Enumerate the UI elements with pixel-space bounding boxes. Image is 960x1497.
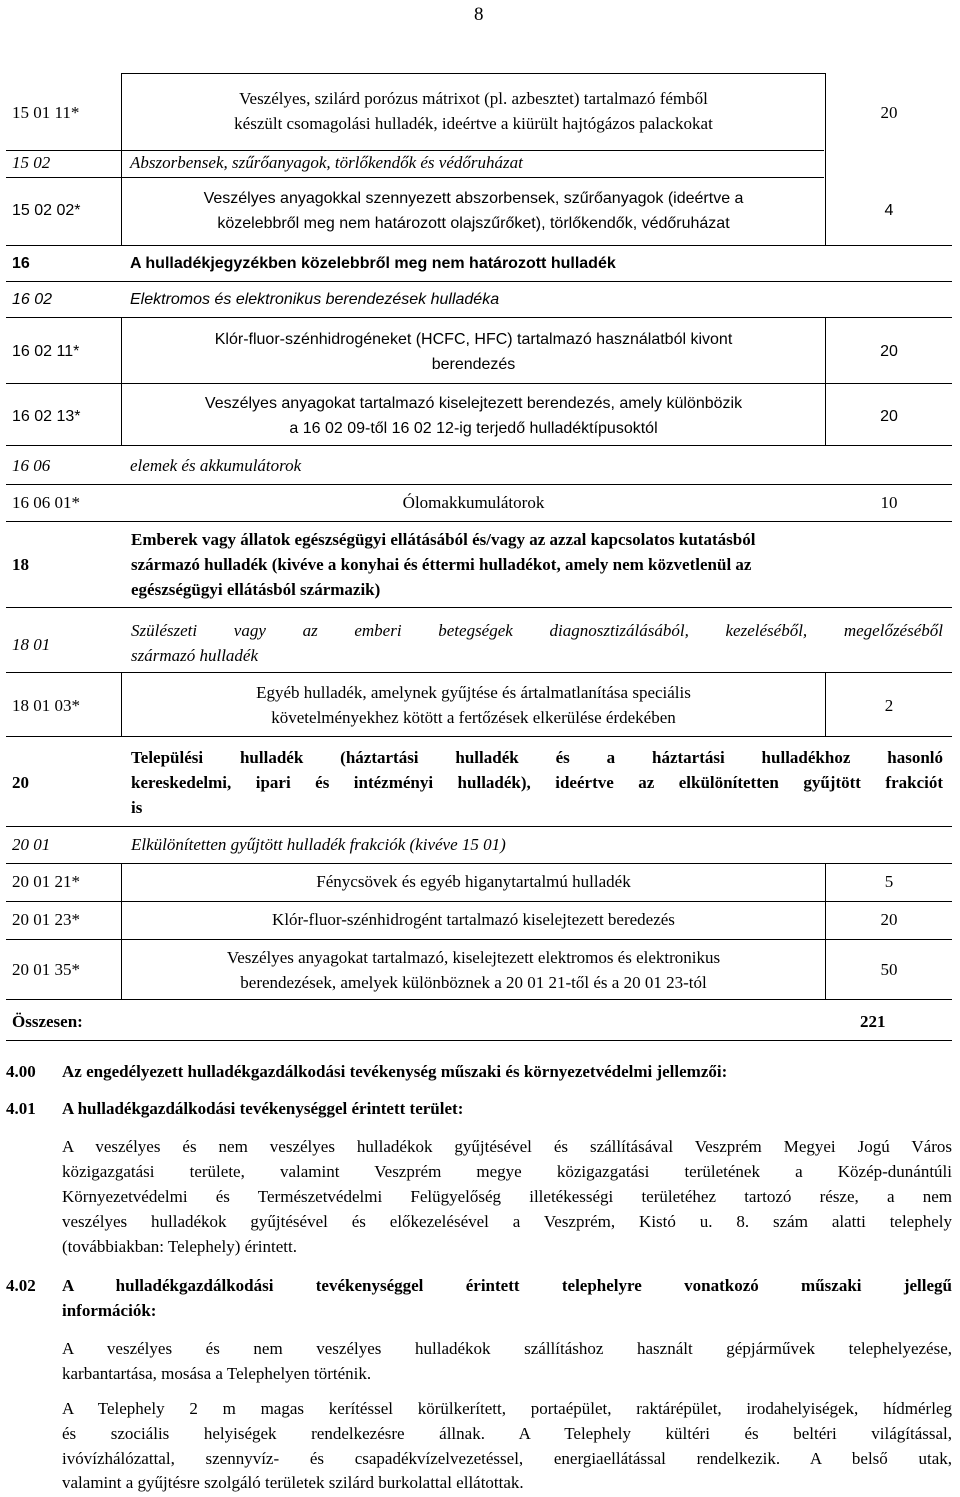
section-title: A hulladékgazdálkodási tevékenységgel érintett terület: (62, 1099, 464, 1118)
waste-quantity: 20 (880, 910, 898, 929)
waste-code: 15 02 02* (12, 202, 81, 219)
section-title: információk: (62, 1301, 157, 1320)
waste-group-code: 16 02 (12, 291, 53, 308)
waste-code: 15 01 11* (12, 103, 80, 122)
waste-quantity: 20 (880, 408, 898, 425)
waste-group-description: származó hulladék (kivéve a konyhai és éttermi hulladékot, amely nem közvetlenül az (131, 555, 752, 574)
waste-description: berendezés (431, 356, 516, 373)
waste-description: Klór-fluor-szénhidrogéneket (HCFC, HFC) tartalmazó használatból kivont (214, 331, 733, 348)
waste-description: Veszélyes, szilárd porózus mátrixot (pl. azbesztet) tartalmazó fémből (239, 89, 708, 108)
paragraph-line: A veszélyes és nem veszélyes hulladékok szállításhoz használt gépjárművek telephelyezése, (62, 1339, 952, 1358)
waste-group-description: is (131, 798, 143, 817)
waste-group-code: 18 (12, 555, 29, 574)
waste-group-code: 16 (12, 255, 30, 272)
waste-code: 16 02 11* (12, 343, 80, 360)
waste-quantity: 20 (880, 103, 898, 122)
section-number: 4.01 (6, 1099, 36, 1118)
waste-group-description: Szülészeti vagy az emberi betegségek diagnosztizálásából, kezeléséből, megelőzéséből (131, 621, 943, 640)
paragraph-line: és szociális helyiségek rendelkezésre állnak. A Telephely kültéri és beltéri világítással, (62, 1424, 952, 1443)
section-title: A hulladékgazdálkodási tevékenységgel érintett telephelyre vonatkozó műszaki jellegű (62, 1276, 952, 1295)
paragraph-line: A Telephely 2 m magas kerítéssel körülkerített, portaépület, raktárépület, irodahelyiségek, hídmérleg (62, 1399, 952, 1418)
waste-code: 18 01 03* (12, 696, 80, 715)
waste-group-description: Emberek vagy állatok egészségügyi ellátásából és/vagy az azzal kapcsolatos kutatásból (131, 530, 756, 549)
waste-code: 20 01 23* (12, 910, 80, 929)
paragraph-line: veszélyes hulladékok gyűjtésével és előkezelésével a Veszprém, Kistó u. 8. szám alatti telephely (62, 1212, 952, 1231)
section-title: Az engedélyezett hulladékgazdálkodási tevékenység műszaki és környezetvédelmi jellemzői: (62, 1062, 728, 1081)
waste-description: készült csomagolási hulladék, ideértve a kiürült hajtógázos palackokat (234, 114, 713, 133)
paragraph-line: karbantartása, mosása a Telephelyen történik. (62, 1364, 372, 1383)
waste-description: Egyéb hulladék, amelynek gyűjtése és ártalmatlanítása speciális (256, 683, 691, 702)
waste-group-description: Elektromos és elektronikus berendezések hulladéka (130, 291, 500, 308)
paragraph-line: valamint a gyűjtésre szolgáló területek szilárd burkolattal ellátottak. (62, 1473, 524, 1492)
waste-group-code: 20 (12, 773, 29, 792)
waste-code: 16 02 13* (12, 408, 81, 425)
waste-code: 20 01 35* (12, 960, 80, 979)
total-value: 221 (860, 1012, 886, 1031)
waste-group-description: Elkülönítetten gyűjtött hulladék frakciók (kivéve 15 01) (131, 835, 506, 854)
waste-code: 20 01 21* (12, 872, 80, 891)
waste-group-code: 20 01 (12, 835, 51, 854)
waste-description: berendezések, amelyek különböznek a 20 01 21-től és a 20 01 23-tól (240, 973, 707, 992)
waste-code: 16 06 01* (12, 493, 80, 512)
paragraph-line: Környezetvédelmi és Természetvédelmi Felügyelőség illetékességi területéhez tartozó része, a nem (62, 1187, 952, 1206)
waste-group-code: 15 02 (12, 153, 51, 172)
waste-quantity: 50 (880, 960, 898, 979)
waste-group-description: elemek és akkumulátorok (130, 456, 302, 475)
paragraph-line: ivóvízhálózattal, szennyvíz- és csapadékvízelvezetéssel, energiaellátással rendelkezik. A belső utak, (62, 1449, 952, 1468)
waste-group-code: 18 01 (12, 635, 51, 654)
paragraph-line: közigazgatási területe, valamint Veszprém megye közigazgatási területének a Közép-dunántúli (62, 1162, 952, 1181)
waste-description: a 16 02 09-től 16 02 12-ig terjedő hulladéktípusoktól (289, 420, 658, 437)
paragraph-line: (továbbiakban: Telephely) érintett. (62, 1237, 297, 1256)
waste-description: Veszélyes anyagokat tartalmazó kiselejtezett berendezés, amely különbözik (204, 395, 743, 412)
waste-quantity: 5 (884, 872, 894, 891)
total-label: Összesen: (12, 1012, 83, 1031)
waste-group-description: kereskedelmi, ipari és intézményi hulladék), ideértve az elkülönítetten gyűjtött frakciót (131, 773, 943, 792)
waste-description: Veszélyes anyagokat tartalmazó, kiselejtezett elektromos és elektronikus (226, 948, 721, 967)
waste-quantity: 2 (884, 696, 894, 715)
waste-description: Fénycsövek és egyéb higanytartalmú hulladék (316, 872, 631, 891)
waste-description: Ólomakkumulátorok (402, 493, 545, 512)
waste-quantity: 10 (880, 493, 898, 512)
waste-quantity: 4 (884, 202, 894, 219)
waste-group-description: származó hulladék (131, 646, 259, 665)
paragraph-line: A veszélyes és nem veszélyes hulladékok gyűjtésével és szállításával Veszprém Megyei Jogú Város (62, 1137, 952, 1156)
waste-group-code: 16 06 (12, 456, 51, 475)
waste-description: Klór-fluor-szénhidrogént tartalmazó kiselejtezett beredezés (272, 910, 675, 929)
waste-group-description: Települési hulladék (háztartási hulladék és a háztartási hulladékhoz hasonló (131, 748, 943, 767)
section-number: 4.00 (6, 1062, 36, 1081)
waste-quantity: 20 (880, 343, 898, 360)
section-number: 4.02 (6, 1276, 36, 1295)
waste-description: Veszélyes anyagokkal szennyezett abszorbensek, szűrőanyagok (ideértve a (203, 190, 744, 207)
waste-group-description: egészségügyi ellátásból származik) (131, 580, 381, 599)
waste-description: követelményekhez kötött a fertőzések elkerülése érdekében (271, 708, 676, 727)
page-number: 8 (474, 4, 484, 25)
waste-description: közelebbről meg nem határozott olajszűrőket), törlőkendők, védőruházat (217, 215, 730, 232)
waste-group-description: A hulladékjegyzékben közelebbről meg nem határozott hulladék (130, 255, 616, 272)
waste-group-description: Abszorbensek, szűrőanyagok, törlőkendők és védőruházat (130, 153, 523, 172)
